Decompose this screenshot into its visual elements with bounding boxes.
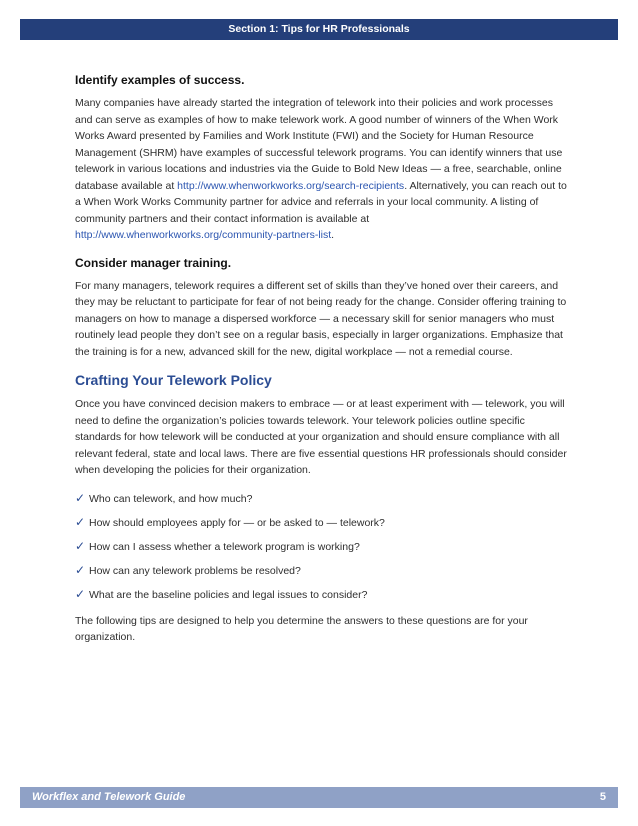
success-heading: Identify examples of success. <box>75 73 245 87</box>
list-item: ✓ What are the baseline policies and legal issues to consider? <box>75 586 368 601</box>
checkmark-icon: ✓ <box>75 562 86 577</box>
question-list <box>75 490 567 603</box>
policy-heading: Crafting Your Telework Policy <box>75 372 272 388</box>
section-header <box>20 19 618 40</box>
policy-intro: Once you have convinced decision makers to embrace — or at least experiment with — telework, you will need to define the organization’s policies towards telework. Your telework policies outline specific standards for how telework will be conducted at your organization and should ensure compliance with all relevant federal, state and local laws. There are five essential questions HR professionals should consider when developing the policies for their organization. <box>75 398 567 476</box>
policy-closing: The following tips are designed to help you determine the answers to these questions are for your organization. <box>75 614 528 643</box>
list-item: ✓ Who can telework, and how much? <box>75 490 253 505</box>
checkmark-icon: ✓ <box>75 586 86 601</box>
list-item: ✓ How can I assess whether a telework program is working? <box>75 538 360 553</box>
checkmark-icon: ✓ <box>75 514 86 529</box>
checkmark-icon: ✓ <box>75 490 86 505</box>
footer-title: Workflex and Telework Guide <box>32 791 186 803</box>
training-heading: Consider manager training. <box>75 255 232 270</box>
search-recipients-link[interactable]: http://www.whenworkworks.org/search-recipients <box>177 179 405 192</box>
community-partners-link[interactable]: http://www.whenworkworks.org/community-partners-list <box>75 229 332 241</box>
success-paragraph <box>75 95 567 244</box>
page-footer <box>20 787 618 808</box>
list-item: ✓ How can any telework problems be resolved? <box>75 562 301 577</box>
success-text-3: . <box>331 229 335 241</box>
training-paragraph: For many managers, telework requires a different set of skills than they’ve honed over their careers, and they may be reluctant to participate for fear of not being ready for the change. Consider offering training to managers on how to manage a dispersed workforce — a necessary skill for senior managers who must routinely lead people they don’t see on a regular basis, especially in larger organizations. Emphasize that the training is for a new, advanced skill for the new, digital workplace — not a remedial course. <box>75 279 567 358</box>
checkmark-icon: ✓ <box>75 538 86 553</box>
success-text-1: Many companies have already started the integration of telework into their policies and work processes and can serve as examples of how to make telework work. A good number of winners of the When Work Works Award presented by Families and Work Institute (FWI) and the Society for Human Resource Management (SHRM) have examples of successful telework programs. You can identify winners that use telework in various locations and industries via the Guide to Bold New Ideas — a free, searchable, online database available at <box>75 97 563 192</box>
list-item: ✓ How should employees apply for — or be asked to — telework? <box>75 514 385 529</box>
success-text-2: . Alternatively, you can reach out to a When Work Works Community partner for advice and referrals in your local community. A listing of community partners and their contact information is available at <box>75 179 567 225</box>
page-number: 5 <box>599 791 606 803</box>
section-header-title: Section 1: Tips for HR Professionals <box>228 23 410 35</box>
main-content <box>75 72 567 657</box>
